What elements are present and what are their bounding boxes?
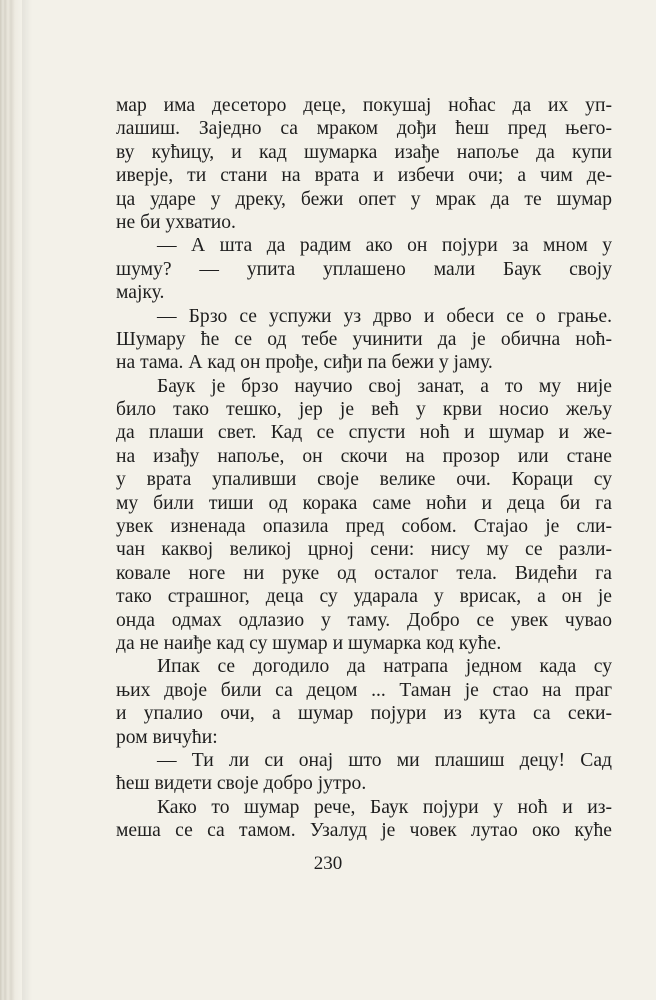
text-line: на изађу напоље, он скочи на прозор или стане <box>116 445 612 467</box>
text-line: ћеш видети своје добро јутро. <box>116 773 367 795</box>
text-line: ром вичући: <box>116 726 218 748</box>
text-line: — Ти ли си онај што ми плашиш децу! Сад <box>157 749 612 771</box>
text-line: шуму? — упита уплашено мали Баук своју <box>116 258 612 280</box>
text-line: и упалио очи, а шумар појури из кута са секи- <box>116 703 612 725</box>
text-line: лашиш. Заједно са мраком дођи ћеш пред њего- <box>116 118 612 140</box>
text-line: мар има десеторо деце, покушај ноћас да их уп- <box>116 95 612 116</box>
text-line: чан каквој великој црној сени: нису му се разли- <box>116 539 612 561</box>
text-line: увек изненада опазила пред собом. Стајао је сли- <box>116 516 612 538</box>
text-line: њих двоје били са децом ... Таман је стао на праг <box>116 679 612 701</box>
text-line: иверје, ти стани на врата и избечи очи; а чим де- <box>116 165 612 187</box>
text-line: онда одмах одлазио у таму. Добро се увек чувао <box>116 609 612 631</box>
text-line: Шумару ће се од тебе учинити да је обична ноћ- <box>116 328 612 350</box>
text-line: му били тиши од корака саме ноћи и деца би га <box>116 492 612 514</box>
text-line: Ипак се догодило да натрапа једном када су <box>157 656 612 678</box>
text-line: ца ударе у дреку, бежи опет у мрак да те шумар <box>116 188 612 210</box>
binding-shadow <box>22 0 32 1000</box>
text-line: било тако тешко, јер је већ у крви носио жељу <box>116 399 612 421</box>
text-line: — Брзо се успужи уз дрво и обеси се о грање. <box>157 305 612 327</box>
text-line: ковале ноге ни руке од осталог тела. Видећи га <box>116 562 612 584</box>
text-line: Баук је брзо научио свој занат, а то му није <box>157 375 612 397</box>
text-line: ву кућицу, и кад шумарка изађе напоље да купи <box>116 141 612 163</box>
text-line: на тама. А кад он прође, сиђи па бежи у јаму. <box>116 352 493 374</box>
text-line: у врата упаливши своје велике очи. Кораци су <box>116 469 612 491</box>
text-line: меша се са тамом. Узалуд је човек лутао око куће <box>116 820 612 842</box>
text-line: не би ухватио. <box>116 211 236 233</box>
text-line: да не наиђе кад су шумар и шумарка код куће. <box>116 632 502 654</box>
text-line: да плаши свет. Кад се спусти ноћ и шумар и же- <box>116 422 612 444</box>
text-line: — А шта да радим ако он појури за мном у <box>157 235 612 257</box>
text-line: тако страшног, деца су ударала у врисак, а он је <box>116 586 612 608</box>
text-line: мајку. <box>116 282 165 304</box>
page-number: 230 <box>313 853 343 874</box>
text-line: Како то шумар рече, Баук појури у ноћ и из- <box>157 796 612 818</box>
page-edges <box>0 0 22 1000</box>
body-text <box>116 94 612 843</box>
